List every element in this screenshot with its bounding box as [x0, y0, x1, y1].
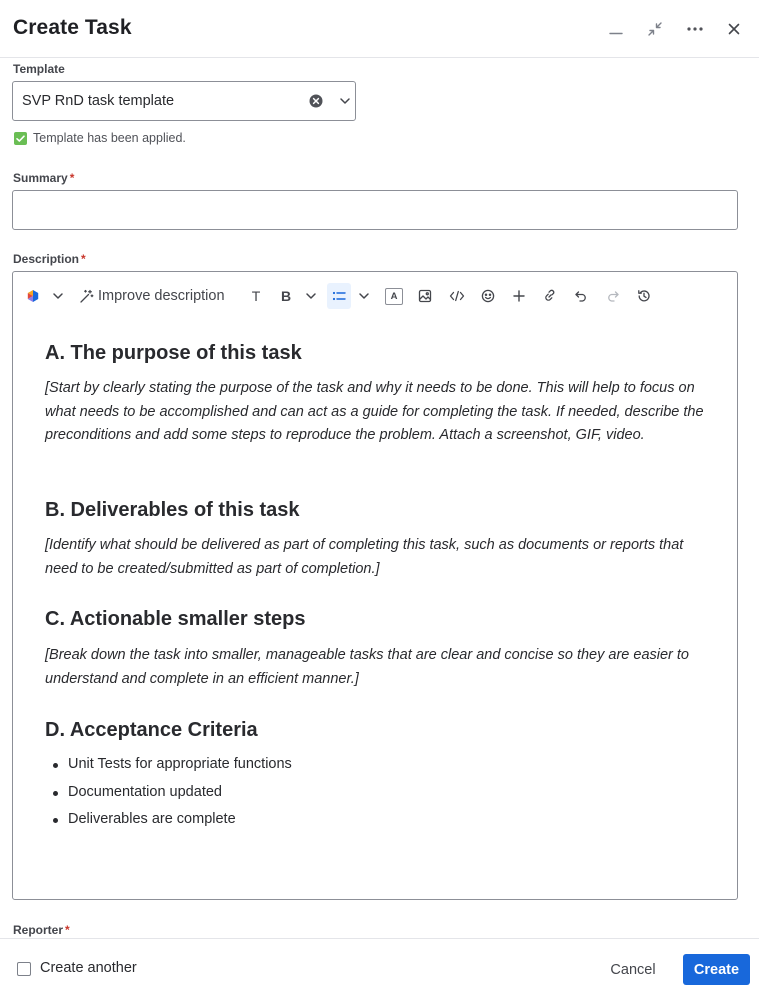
more-icon — [686, 21, 704, 37]
reporter-label — [13, 923, 70, 937]
list-item: Unit Tests for appropriate functions — [68, 756, 292, 772]
improve-description-button[interactable] — [79, 283, 235, 309]
clear-icon — [308, 93, 324, 109]
image-icon — [418, 289, 432, 303]
formatting-dropdown[interactable] — [302, 283, 320, 309]
history-button[interactable] — [634, 283, 654, 309]
summary-label — [13, 171, 74, 185]
code-block-button[interactable] — [446, 283, 468, 309]
cancel-button[interactable]: Cancel — [610, 961, 656, 978]
redo-button[interactable] — [603, 283, 623, 309]
bullet-list-icon — [332, 289, 346, 303]
redo-icon — [606, 289, 620, 303]
section-body: [Break down the task into smaller, manageable tasks that are clear and concise so they are easier to understand and complete in an efficient manner.] — [45, 647, 689, 687]
text-color-button[interactable] — [383, 283, 405, 309]
collapse-button[interactable] — [642, 16, 668, 42]
dialog-title: Create Task — [13, 16, 132, 39]
reporter-label-text: Reporter — [13, 923, 64, 937]
emoji-icon — [481, 289, 495, 303]
improve-description-label: Improve description — [98, 288, 225, 304]
section-heading: D. Acceptance Criteria — [45, 719, 258, 741]
chevron-down-icon — [357, 289, 371, 303]
required-marker: * — [65, 923, 70, 937]
chevron-down-icon — [304, 289, 318, 303]
minimize-icon — [608, 21, 624, 37]
section-heading: C. Actionable smaller steps — [45, 608, 306, 630]
close-button[interactable] — [721, 16, 747, 42]
section-heading: A. The purpose of this task — [45, 342, 302, 364]
required-marker: * — [69, 171, 75, 185]
list-item: Documentation updated — [68, 784, 222, 800]
template-select[interactable] — [12, 81, 356, 121]
magic-wand-icon — [79, 289, 94, 304]
description-label-text: Description — [13, 252, 80, 266]
insert-more-button[interactable] — [509, 283, 529, 309]
undo-button[interactable] — [571, 283, 591, 309]
clear-template-button[interactable] — [308, 93, 324, 109]
ai-button[interactable] — [23, 283, 43, 309]
insert-link-button[interactable] — [540, 283, 560, 309]
minimize-button[interactable] — [603, 16, 629, 42]
list-item: Deliverables are complete — [68, 811, 236, 827]
success-check-icon — [14, 132, 27, 145]
dialog-header — [0, 0, 759, 58]
template-value: SVP RnD task template — [22, 93, 175, 109]
text-color-icon: A — [385, 288, 403, 305]
insert-image-button[interactable] — [415, 283, 435, 309]
close-icon — [726, 21, 742, 37]
create-another-checkbox[interactable] — [17, 962, 31, 976]
create-another-label[interactable]: Create another — [40, 960, 137, 976]
text-style-icon: T — [251, 288, 261, 304]
chevron-down-icon — [51, 289, 65, 303]
list-dropdown[interactable] — [355, 283, 373, 309]
section-body: [Identify what should be delivered as part of completing this task, such as documents or reports that need to be created/submitted as part of completion.] — [45, 537, 684, 577]
bold-icon: B — [280, 288, 292, 304]
template-applied-message: Template has been applied. — [33, 131, 186, 145]
undo-icon — [574, 289, 588, 303]
text-style-button[interactable] — [246, 283, 266, 309]
description-editor[interactable] — [12, 271, 738, 900]
emoji-button[interactable] — [478, 283, 498, 309]
required-marker: * — [81, 252, 86, 266]
history-icon — [637, 289, 651, 303]
template-label: Template — [13, 62, 65, 76]
bold-button[interactable] — [276, 283, 296, 309]
ai-menu-dropdown[interactable] — [49, 283, 67, 309]
summary-input[interactable] — [12, 190, 738, 230]
section-body: [Start by clearly stating the purpose of the task and why it needs to be done. This will help to focus on what needs to be accomplished and can act as a guide for completing the task. If needed, describe the preconditions and add some steps to reproduce the problem. Attach a screenshot, GIF, video. — [45, 380, 704, 443]
create-button[interactable]: Create — [683, 954, 750, 985]
template-dropdown-button[interactable] — [337, 93, 353, 109]
summary-label-text: Summary — [13, 171, 68, 185]
collapse-icon — [647, 21, 663, 37]
bullet-list-button[interactable] — [327, 283, 351, 309]
ai-logo-icon — [26, 289, 40, 303]
code-icon — [449, 289, 465, 303]
description-label — [13, 252, 86, 266]
chevron-down-icon — [337, 93, 353, 109]
plus-icon — [512, 289, 526, 303]
more-options-button[interactable] — [682, 16, 708, 42]
section-heading: B. Deliverables of this task — [45, 499, 300, 521]
link-icon — [543, 289, 557, 303]
